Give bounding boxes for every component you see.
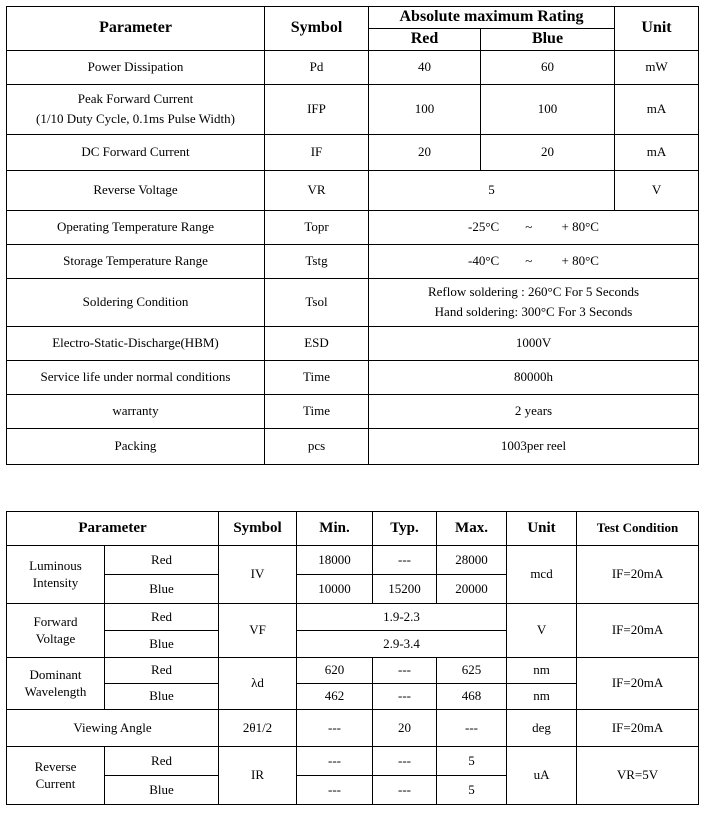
symbol-cell: IFP [265, 85, 369, 135]
table-row [7, 211, 699, 245]
table-row [7, 135, 699, 171]
color-cell: Blue [105, 684, 219, 710]
red-cell: 40 [369, 51, 481, 85]
min-cell: 10000 [297, 575, 373, 604]
min-cell: 620 [297, 658, 373, 684]
symbol-cell: IF [265, 135, 369, 171]
symbol-cell: Time [265, 361, 369, 395]
value-cell [369, 279, 699, 327]
optical-characteristics-table [6, 511, 699, 805]
unit-cell: mcd [507, 546, 577, 604]
condition-cell: IF=20mA [577, 710, 699, 747]
param-cell: Reverse Voltage [7, 171, 265, 211]
symbol-cell: Topr [265, 211, 369, 245]
header-blue: Blue [481, 29, 615, 51]
typ-cell: --- [373, 658, 437, 684]
header-unit: Unit [507, 512, 577, 546]
symbol-cell: Pd [265, 51, 369, 85]
color-cell: Red [105, 747, 219, 776]
value-cell: -40°C ~ + 80°C [369, 245, 699, 279]
unit-cell: mA [615, 85, 699, 135]
header-max: Max. [437, 512, 507, 546]
table-row [7, 361, 699, 395]
symbol-cell: 2θ1/2 [219, 710, 297, 747]
table-row [7, 658, 699, 684]
param-cell: warranty [7, 395, 265, 429]
param-cell: Storage Temperature Range [7, 245, 265, 279]
param-line1: Reverse [34, 758, 77, 774]
max-cell: 5 [437, 776, 507, 805]
param-cell: Power Dissipation [7, 51, 265, 85]
unit-cell: V [615, 171, 699, 211]
param-cell: Soldering Condition [7, 279, 265, 327]
symbol-cell: Tstg [265, 245, 369, 279]
param-cell [7, 85, 265, 135]
table-row [7, 51, 699, 85]
max-cell: 625 [437, 658, 507, 684]
condition-cell: IF=20mA [577, 658, 699, 710]
color-cell: Red [105, 546, 219, 575]
table-row [7, 546, 699, 575]
color-cell: Red [105, 604, 219, 631]
param-cell: Viewing Angle [7, 710, 219, 747]
min-cell: 462 [297, 684, 373, 710]
symbol-cell: VR [265, 171, 369, 211]
range-cell: 1.9-2.3 [297, 604, 507, 631]
param-line2: (1/10 Duty Cycle, 0.1ms Pulse Width) [36, 111, 235, 126]
header-parameter: Parameter [7, 512, 219, 546]
blue-cell: 20 [481, 135, 615, 171]
symbol-cell: Time [265, 395, 369, 429]
color-cell: Blue [105, 631, 219, 658]
table-row [7, 604, 699, 631]
blue-cell: 100 [481, 85, 615, 135]
value-line2: Hand soldering: 300°C For 3 Seconds [434, 304, 633, 319]
table-row [7, 279, 699, 327]
header-unit: Unit [615, 7, 699, 51]
param-cell [7, 546, 105, 604]
min-cell: --- [297, 776, 373, 805]
table-row [7, 710, 699, 747]
symbol-cell: IV [219, 546, 297, 604]
symbol-cell: Tsol [265, 279, 369, 327]
typ-cell: --- [373, 747, 437, 776]
value-cell: 1003per reel [369, 429, 699, 465]
param-line1: Dominant [29, 666, 82, 682]
symbol-cell: IR [219, 747, 297, 805]
param-cell: Packing [7, 429, 265, 465]
typ-cell: --- [373, 776, 437, 805]
symbol-cell: λd [219, 658, 297, 710]
header-parameter: Parameter [7, 7, 265, 51]
param-cell [7, 747, 105, 805]
max-cell: 28000 [437, 546, 507, 575]
typ-cell: 15200 [373, 575, 437, 604]
typ-cell: --- [373, 546, 437, 575]
condition-cell: VR=5V [577, 747, 699, 805]
value-cell: 80000h [369, 361, 699, 395]
red-cell: 100 [369, 85, 481, 135]
max-cell: 468 [437, 684, 507, 710]
table-row [7, 171, 699, 211]
param-line1: Luminous [29, 557, 82, 573]
table-row [7, 429, 699, 465]
value-cell: 2 years [369, 395, 699, 429]
unit-cell: nm [507, 658, 577, 684]
param-cell [7, 658, 105, 710]
param-line1: Forward [33, 613, 78, 629]
param-cell: Service life under normal conditions [7, 361, 265, 395]
param-cell: Electro-Static-Discharge(HBM) [7, 327, 265, 361]
symbol-cell: pcs [265, 429, 369, 465]
max-cell: --- [437, 710, 507, 747]
range-cell: 2.9-3.4 [297, 631, 507, 658]
unit-cell: uA [507, 747, 577, 805]
table-row [7, 245, 699, 279]
color-cell: Blue [105, 776, 219, 805]
param-cell: DC Forward Current [7, 135, 265, 171]
unit-cell: mA [615, 135, 699, 171]
table-row [7, 395, 699, 429]
header-typ: Typ. [373, 512, 437, 546]
min-cell: --- [297, 710, 373, 747]
symbol-cell: VF [219, 604, 297, 658]
value-line1: Reflow soldering : 260°C For 5 Seconds [427, 284, 640, 300]
param-line2: Intensity [32, 574, 79, 590]
value-cell: -25°C ~ + 80°C [369, 211, 699, 245]
param-line1: Peak Forward Current [77, 91, 194, 107]
unit-cell: V [507, 604, 577, 658]
color-cell: Blue [105, 575, 219, 604]
value-cell: 5 [369, 171, 615, 211]
value-cell: 1000V [369, 327, 699, 361]
table-row [7, 747, 699, 776]
blue-cell: 60 [481, 51, 615, 85]
param-cell [7, 604, 105, 658]
param-line2: Wavelength [24, 683, 87, 699]
header-test-condition: Test Condition [577, 512, 699, 546]
symbol-cell: ESD [265, 327, 369, 361]
typ-cell: 20 [373, 710, 437, 747]
header-min: Min. [297, 512, 373, 546]
unit-cell: mW [615, 51, 699, 85]
header-rating: Absolute maximum Rating [369, 7, 615, 29]
absolute-max-rating-table [6, 6, 699, 465]
color-cell: Red [105, 658, 219, 684]
max-cell: 5 [437, 747, 507, 776]
max-cell: 20000 [437, 575, 507, 604]
header-red: Red [369, 29, 481, 51]
unit-cell: deg [507, 710, 577, 747]
condition-cell: IF=20mA [577, 546, 699, 604]
unit-cell: nm [507, 684, 577, 710]
table-row [7, 85, 699, 135]
red-cell: 20 [369, 135, 481, 171]
condition-cell: IF=20mA [577, 604, 699, 658]
typ-cell: --- [373, 684, 437, 710]
param-line2: Current [35, 775, 76, 791]
table-row [7, 327, 699, 361]
param-cell: Operating Temperature Range [7, 211, 265, 245]
min-cell: --- [297, 747, 373, 776]
param-line2: Voltage [35, 630, 76, 646]
header-symbol: Symbol [219, 512, 297, 546]
min-cell: 18000 [297, 546, 373, 575]
header-symbol: Symbol [265, 7, 369, 51]
